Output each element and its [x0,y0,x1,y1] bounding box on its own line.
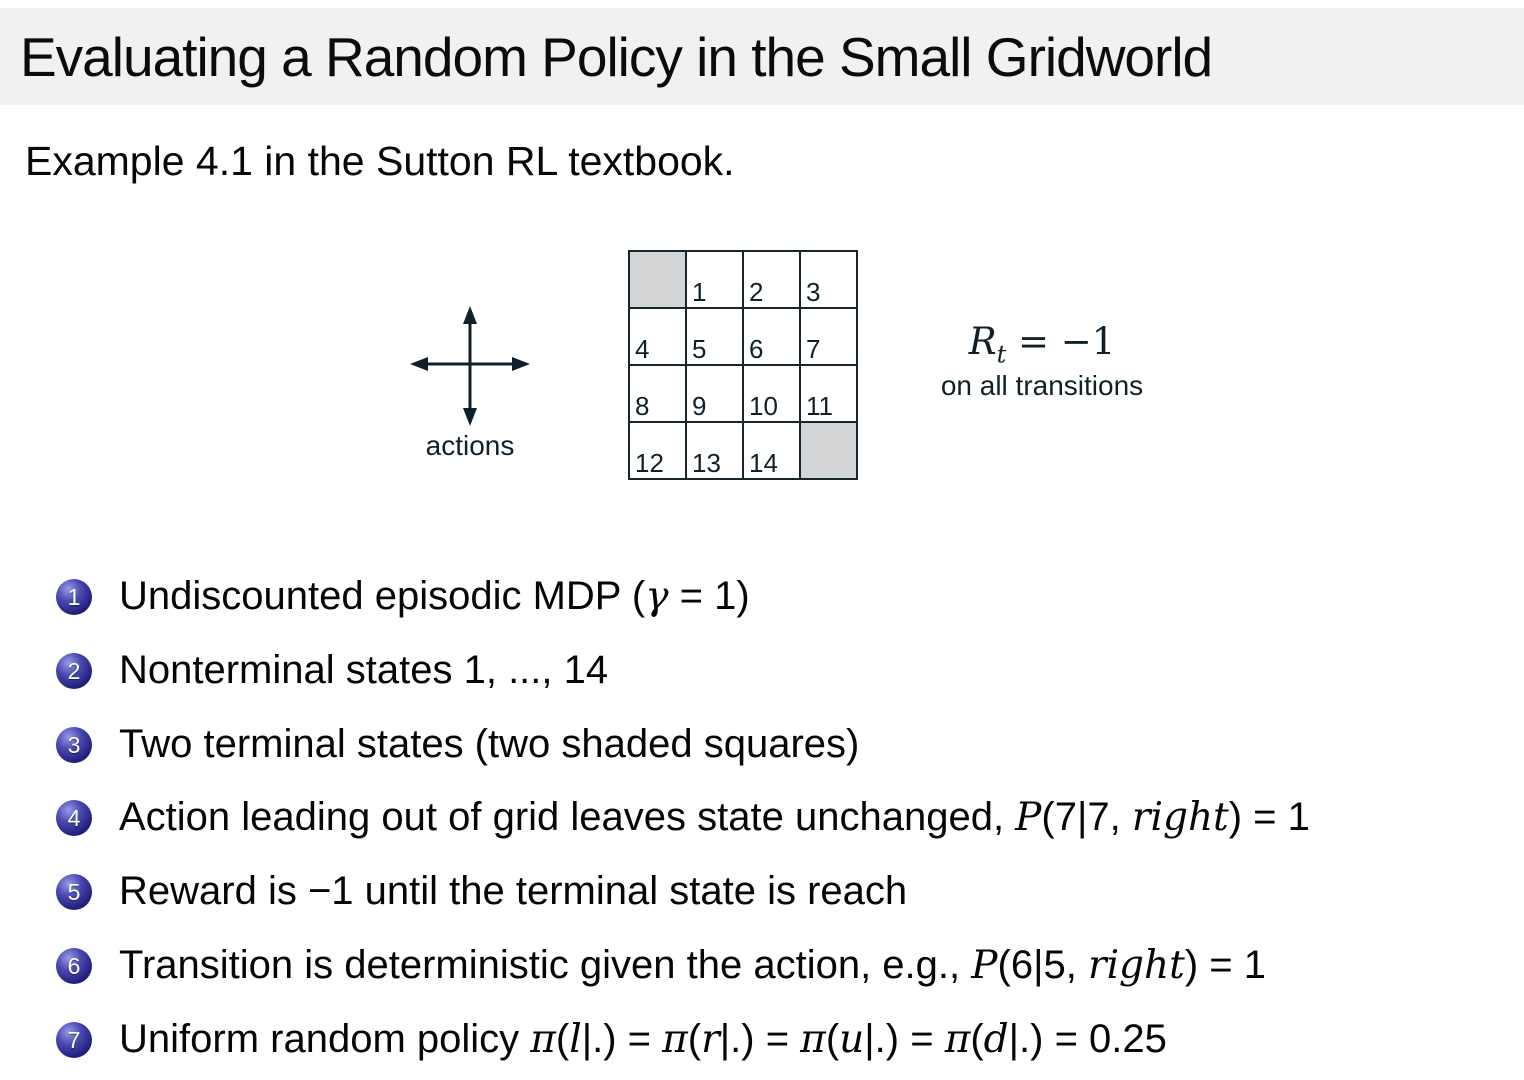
list-item [56,793,1506,842]
grid-cell [687,366,744,423]
bullet-list [56,572,1506,1064]
grid-cell [630,366,687,423]
cell-label: 7 [806,334,821,365]
grid-cell [630,423,687,480]
cell-label: 4 [635,334,650,365]
item-number-badge: 4 [56,800,92,836]
reward-annotation [892,320,1192,402]
cell-label: 2 [749,277,764,308]
reward-caption: on all transitions [940,370,1144,402]
item-number-badge: 7 [56,1022,92,1058]
grid-cell [801,309,858,366]
item-number-badge: 2 [56,653,92,689]
grid-cell [801,366,858,423]
slide-title-bar [0,8,1524,105]
actions-cross-icon [410,306,530,426]
cell-label: 6 [749,334,764,365]
cell-label: 10 [749,391,778,422]
grid-cell [687,252,744,309]
grid-cell [744,366,801,423]
list-item [56,1015,1506,1064]
list-item [56,941,1506,990]
grid-cell [744,252,801,309]
grid-cell [801,252,858,309]
reward-subscript: t [996,340,1007,369]
cell-label: 11 [806,391,833,422]
item-text: Nonterminal states 1, ..., 14 [119,647,609,692]
reward-variable: R [968,320,997,363]
terminal-cell [630,252,687,309]
slide-title: Evaluating a Random Policy in the Small Gridworld [20,25,1213,88]
item-text: Transition is deterministic given the action, e.g., P(6|5, right) = 1 [119,942,1266,988]
list-item [56,867,1506,916]
cell-label: 3 [806,277,821,308]
cell-label: 14 [749,448,778,479]
grid-cell [687,309,744,366]
cell-label: 13 [692,448,721,479]
item-number-badge: 1 [56,579,92,615]
grid-cell [687,423,744,480]
cell-label: 9 [692,391,707,422]
cell-label: 8 [635,391,650,422]
reward-formula [892,320,1192,368]
list-item [56,720,1506,769]
item-text: Action leading out of grid leaves state unchanged, P(7|7, right) = 1 [119,795,1310,841]
item-number-badge: 5 [56,874,92,910]
cell-label: 5 [692,334,707,365]
reward-value: = −1 [1006,320,1116,363]
item-number-badge: 6 [56,948,92,984]
subtitle: Example 4.1 in the Sutton RL textbook. [25,138,735,184]
terminal-cell [801,423,858,480]
item-text: Undiscounted episodic MDP (γ = 1) [119,574,750,619]
actions-label: actions [425,430,515,461]
item-number-badge: 3 [56,727,92,763]
grid-cell [630,309,687,366]
cell-label: 12 [635,448,664,479]
grid-cell [744,309,801,366]
list-item [56,646,1506,695]
item-text: Uniform random policy π(l|.) = π(r|.) = π(u|.) = π(d|.) = 0.25 [119,1016,1167,1062]
actions-diagram [408,306,532,462]
list-item [56,572,1506,621]
item-text: Two terminal states (two shaded squares) [119,721,860,766]
grid-cell [744,423,801,480]
gridworld-grid [628,250,858,480]
item-text: Reward is −1 until the terminal state is reach [119,869,908,914]
cell-label: 1 [692,277,707,308]
